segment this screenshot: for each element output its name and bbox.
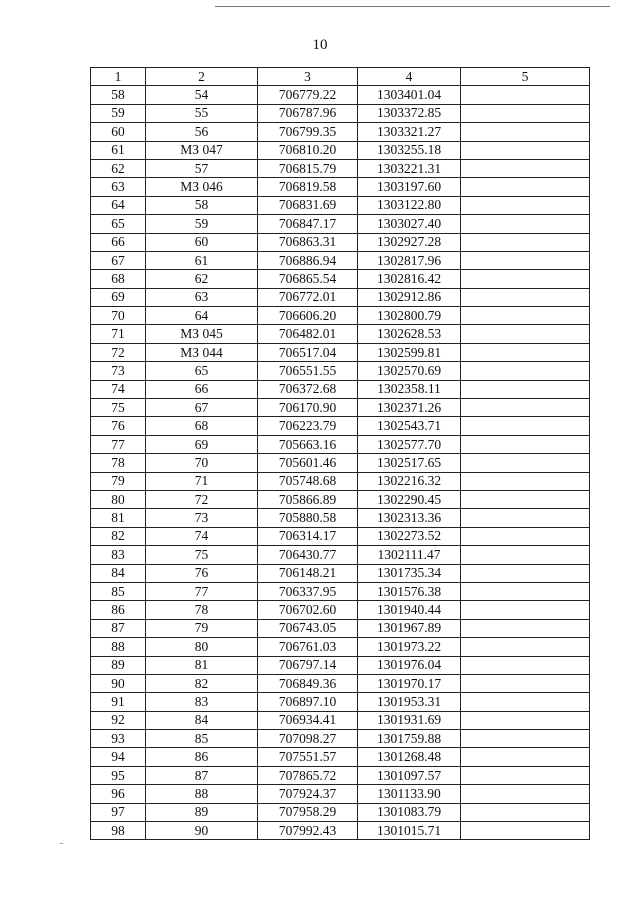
table-row [91, 123, 590, 141]
table-cell: 706772.01 [258, 288, 358, 306]
table-cell: 58 [91, 86, 146, 104]
table-cell: 1302290.45 [358, 490, 461, 508]
table-row [91, 638, 590, 656]
table-cell: 1303221.31 [358, 159, 461, 177]
table-row [91, 656, 590, 674]
table-cell: 80 [146, 638, 258, 656]
table-cell: 69 [91, 288, 146, 306]
table-cell: 89 [91, 656, 146, 674]
table-cell [461, 435, 590, 453]
table-cell: 706372.68 [258, 380, 358, 398]
table-cell: 1303255.18 [358, 141, 461, 159]
coordinates-table [90, 67, 590, 840]
column-header: 2 [146, 68, 258, 86]
table-cell: 1301976.04 [358, 656, 461, 674]
table-cell: 86 [91, 601, 146, 619]
column-header: 5 [461, 68, 590, 86]
table-cell: 707958.29 [258, 803, 358, 821]
table-cell: 1302912.86 [358, 288, 461, 306]
table-row [91, 251, 590, 269]
table-cell: 71 [91, 325, 146, 343]
table-cell [461, 288, 590, 306]
column-header: 3 [258, 68, 358, 86]
table-row [91, 766, 590, 784]
table-cell: 1302216.32 [358, 472, 461, 490]
table-row [91, 215, 590, 233]
table-cell: 96 [91, 785, 146, 803]
table-cell: 1302517.65 [358, 454, 461, 472]
table-header [91, 68, 590, 86]
table-cell: 67 [91, 251, 146, 269]
table-cell: 1301967.89 [358, 619, 461, 637]
table-cell: 706148.21 [258, 564, 358, 582]
header-row [91, 68, 590, 86]
table-cell: 77 [146, 582, 258, 600]
table-row [91, 307, 590, 325]
table-cell [461, 251, 590, 269]
table-row [91, 454, 590, 472]
table-cell: 83 [146, 693, 258, 711]
table-cell: 94 [91, 748, 146, 766]
table-cell: 706819.58 [258, 178, 358, 196]
table-cell: 707924.37 [258, 785, 358, 803]
table-cell [461, 417, 590, 435]
table-cell: 87 [91, 619, 146, 637]
table-row [91, 270, 590, 288]
table-row [91, 380, 590, 398]
table-row [91, 803, 590, 821]
table-cell [461, 748, 590, 766]
table-cell: 706934.41 [258, 711, 358, 729]
column-header: 1 [91, 68, 146, 86]
table-row [91, 472, 590, 490]
table-cell: 76 [146, 564, 258, 582]
table-cell: 706482.01 [258, 325, 358, 343]
table-cell: 706761.03 [258, 638, 358, 656]
table-cell [461, 399, 590, 417]
table-cell: 706743.05 [258, 619, 358, 637]
table-row [91, 509, 590, 527]
table-cell: 82 [91, 527, 146, 545]
table-cell [461, 674, 590, 692]
table-cell: 706849.36 [258, 674, 358, 692]
table-row [91, 822, 590, 840]
table-cell: 79 [146, 619, 258, 637]
table-cell: 68 [146, 417, 258, 435]
table-cell [461, 730, 590, 748]
table-cell: 1302313.36 [358, 509, 461, 527]
table-cell: 1303372.85 [358, 104, 461, 122]
table-row [91, 86, 590, 104]
table-cell: 76 [91, 417, 146, 435]
table-cell: 70 [146, 454, 258, 472]
table-cell: 68 [91, 270, 146, 288]
table-row [91, 711, 590, 729]
table-cell: 61 [146, 251, 258, 269]
table-cell: 73 [146, 509, 258, 527]
table-cell: 64 [146, 307, 258, 325]
table-row [91, 785, 590, 803]
table-cell: 71 [146, 472, 258, 490]
table-cell: 89 [146, 803, 258, 821]
table-cell [461, 123, 590, 141]
table-cell: 59 [146, 215, 258, 233]
table-cell: 1301015.71 [358, 822, 461, 840]
table-row [91, 362, 590, 380]
table-cell: 1301759.88 [358, 730, 461, 748]
table-row [91, 582, 590, 600]
table-cell: 1301097.57 [358, 766, 461, 784]
table-cell: 65 [91, 215, 146, 233]
table-cell [461, 803, 590, 821]
table-cell: 706886.94 [258, 251, 358, 269]
table-cell: 54 [146, 86, 258, 104]
table-cell: 64 [91, 196, 146, 214]
table-cell: 60 [146, 233, 258, 251]
table-cell: 1301133.90 [358, 785, 461, 803]
table-cell: 1303027.40 [358, 215, 461, 233]
table-cell: МЗ 045 [146, 325, 258, 343]
table-cell: 706797.14 [258, 656, 358, 674]
table-cell [461, 215, 590, 233]
table-cell [461, 270, 590, 288]
table-cell: 1301970.17 [358, 674, 461, 692]
table-cell: 707098.27 [258, 730, 358, 748]
table-cell: 87 [146, 766, 258, 784]
table-cell: 705601.46 [258, 454, 358, 472]
table-cell [461, 104, 590, 122]
table-cell [461, 141, 590, 159]
table-cell [461, 766, 590, 784]
table-cell [461, 656, 590, 674]
table-row [91, 546, 590, 564]
table-cell: 1302111.47 [358, 546, 461, 564]
table-cell: 86 [146, 748, 258, 766]
table-cell: 91 [91, 693, 146, 711]
table-cell: 706223.79 [258, 417, 358, 435]
table-row [91, 730, 590, 748]
table-cell: 67 [146, 399, 258, 417]
table-cell [461, 711, 590, 729]
table-cell [461, 693, 590, 711]
table-cell: 85 [146, 730, 258, 748]
table-cell: 1302599.81 [358, 343, 461, 361]
table-cell: 62 [91, 159, 146, 177]
table-cell: 706606.20 [258, 307, 358, 325]
table-cell: 95 [91, 766, 146, 784]
table-cell: 1301931.69 [358, 711, 461, 729]
table-cell: 1301576.38 [358, 582, 461, 600]
table-cell: 90 [146, 822, 258, 840]
table-cell: 82 [146, 674, 258, 692]
table-cell: 74 [146, 527, 258, 545]
table-cell: 1303197.60 [358, 178, 461, 196]
table-cell: 75 [91, 399, 146, 417]
table-cell [461, 582, 590, 600]
table-cell: 706702.60 [258, 601, 358, 619]
table-cell: 706799.35 [258, 123, 358, 141]
table-row [91, 178, 590, 196]
table-cell: 706779.22 [258, 86, 358, 104]
table-cell: 62 [146, 270, 258, 288]
table-cell [461, 601, 590, 619]
table-row [91, 325, 590, 343]
table-cell: 63 [146, 288, 258, 306]
table-cell [461, 343, 590, 361]
column-header: 4 [358, 68, 461, 86]
table-row [91, 141, 590, 159]
table-row [91, 196, 590, 214]
table-body [91, 86, 590, 840]
table-cell: 706831.69 [258, 196, 358, 214]
table-cell: 79 [91, 472, 146, 490]
table-row [91, 527, 590, 545]
table-cell: 705663.16 [258, 435, 358, 453]
table-cell [461, 362, 590, 380]
table-cell: 77 [91, 435, 146, 453]
table-cell: 93 [91, 730, 146, 748]
table-cell: 1301940.44 [358, 601, 461, 619]
table-cell: 1302800.79 [358, 307, 461, 325]
table-cell: 88 [146, 785, 258, 803]
table-cell: 58 [146, 196, 258, 214]
table-cell [461, 86, 590, 104]
table-cell: 90 [91, 674, 146, 692]
table-cell: 707865.72 [258, 766, 358, 784]
table-cell: 60 [91, 123, 146, 141]
table-cell [461, 822, 590, 840]
table-row [91, 399, 590, 417]
table-cell: 1302628.53 [358, 325, 461, 343]
table-cell [461, 307, 590, 325]
table-cell: 1302816.42 [358, 270, 461, 288]
table-cell: 1302371.26 [358, 399, 461, 417]
table-cell [461, 472, 590, 490]
table-cell: 1302927.28 [358, 233, 461, 251]
table-cell: 1303321.27 [358, 123, 461, 141]
table-cell: 81 [146, 656, 258, 674]
table-cell [461, 527, 590, 545]
table-cell: 1301953.31 [358, 693, 461, 711]
table-cell [461, 564, 590, 582]
table-cell: 706314.17 [258, 527, 358, 545]
table-cell: 1302273.52 [358, 527, 461, 545]
table-cell: МЗ 044 [146, 343, 258, 361]
table-cell: 707551.57 [258, 748, 358, 766]
table-cell: 84 [91, 564, 146, 582]
table-cell [461, 509, 590, 527]
table-cell: 706517.04 [258, 343, 358, 361]
table-cell: 707992.43 [258, 822, 358, 840]
table-cell: 88 [91, 638, 146, 656]
table-cell: 61 [91, 141, 146, 159]
table-cell: 1301083.79 [358, 803, 461, 821]
table-cell: 706863.31 [258, 233, 358, 251]
table-cell: 97 [91, 803, 146, 821]
table-cell: 65 [146, 362, 258, 380]
page-number: 10 [312, 37, 328, 53]
table-cell: 706430.77 [258, 546, 358, 564]
table-cell: 706847.17 [258, 215, 358, 233]
table-row [91, 693, 590, 711]
table-cell [461, 159, 590, 177]
table-cell [461, 785, 590, 803]
table-cell: 98 [91, 822, 146, 840]
table-cell: 83 [91, 546, 146, 564]
table-cell: МЗ 047 [146, 141, 258, 159]
table-cell: МЗ 046 [146, 178, 258, 196]
table-cell: 706787.96 [258, 104, 358, 122]
table-cell: 72 [91, 343, 146, 361]
table-cell: 1303401.04 [358, 86, 461, 104]
table-cell: 1301973.22 [358, 638, 461, 656]
table-cell: 85 [91, 582, 146, 600]
table-cell: 706337.95 [258, 582, 358, 600]
table-cell: 72 [146, 490, 258, 508]
table-row [91, 288, 590, 306]
table-cell: 73 [91, 362, 146, 380]
table-cell: 1302543.71 [358, 417, 461, 435]
table-cell: 59 [91, 104, 146, 122]
table-cell [461, 619, 590, 637]
table-cell [461, 546, 590, 564]
table-cell [461, 638, 590, 656]
table-row [91, 159, 590, 177]
table-row [91, 417, 590, 435]
table-cell: 705880.58 [258, 509, 358, 527]
table-cell: 706551.55 [258, 362, 358, 380]
table-cell: 705748.68 [258, 472, 358, 490]
table-row [91, 619, 590, 637]
table-cell [461, 380, 590, 398]
table-cell: 69 [146, 435, 258, 453]
table-cell: 56 [146, 123, 258, 141]
table-cell: 70 [91, 307, 146, 325]
table-cell: 1303122.80 [358, 196, 461, 214]
table-row [91, 233, 590, 251]
table-cell: 706815.79 [258, 159, 358, 177]
table-cell: 81 [91, 509, 146, 527]
table-row [91, 601, 590, 619]
table-cell: 706897.10 [258, 693, 358, 711]
table-cell: 1302577.70 [358, 435, 461, 453]
table-cell: 1302817.96 [358, 251, 461, 269]
table-cell: 1302570.69 [358, 362, 461, 380]
table-cell [461, 233, 590, 251]
table-cell: 66 [146, 380, 258, 398]
table-cell: 705866.89 [258, 490, 358, 508]
table-cell: 78 [91, 454, 146, 472]
scan-mark [60, 843, 63, 844]
table-cell [461, 490, 590, 508]
table-cell: 1301268.48 [358, 748, 461, 766]
table-row [91, 564, 590, 582]
table-cell [461, 325, 590, 343]
table-cell: 706170.90 [258, 399, 358, 417]
table-row [91, 435, 590, 453]
table-cell: 55 [146, 104, 258, 122]
table-cell [461, 178, 590, 196]
table-cell: 1301735.34 [358, 564, 461, 582]
table-cell: 80 [91, 490, 146, 508]
table-cell: 63 [91, 178, 146, 196]
table-cell: 1302358.11 [358, 380, 461, 398]
table-cell: 706810.20 [258, 141, 358, 159]
top-rule [215, 6, 610, 7]
table-cell: 84 [146, 711, 258, 729]
table-cell: 74 [91, 380, 146, 398]
table-cell: 57 [146, 159, 258, 177]
table-cell [461, 454, 590, 472]
table-row [91, 748, 590, 766]
table-cell: 706865.54 [258, 270, 358, 288]
table-cell: 78 [146, 601, 258, 619]
table-cell: 66 [91, 233, 146, 251]
table-cell [461, 196, 590, 214]
table-row [91, 104, 590, 122]
table-cell: 75 [146, 546, 258, 564]
table-row [91, 490, 590, 508]
table-cell: 92 [91, 711, 146, 729]
table-row [91, 674, 590, 692]
table-row [91, 343, 590, 361]
